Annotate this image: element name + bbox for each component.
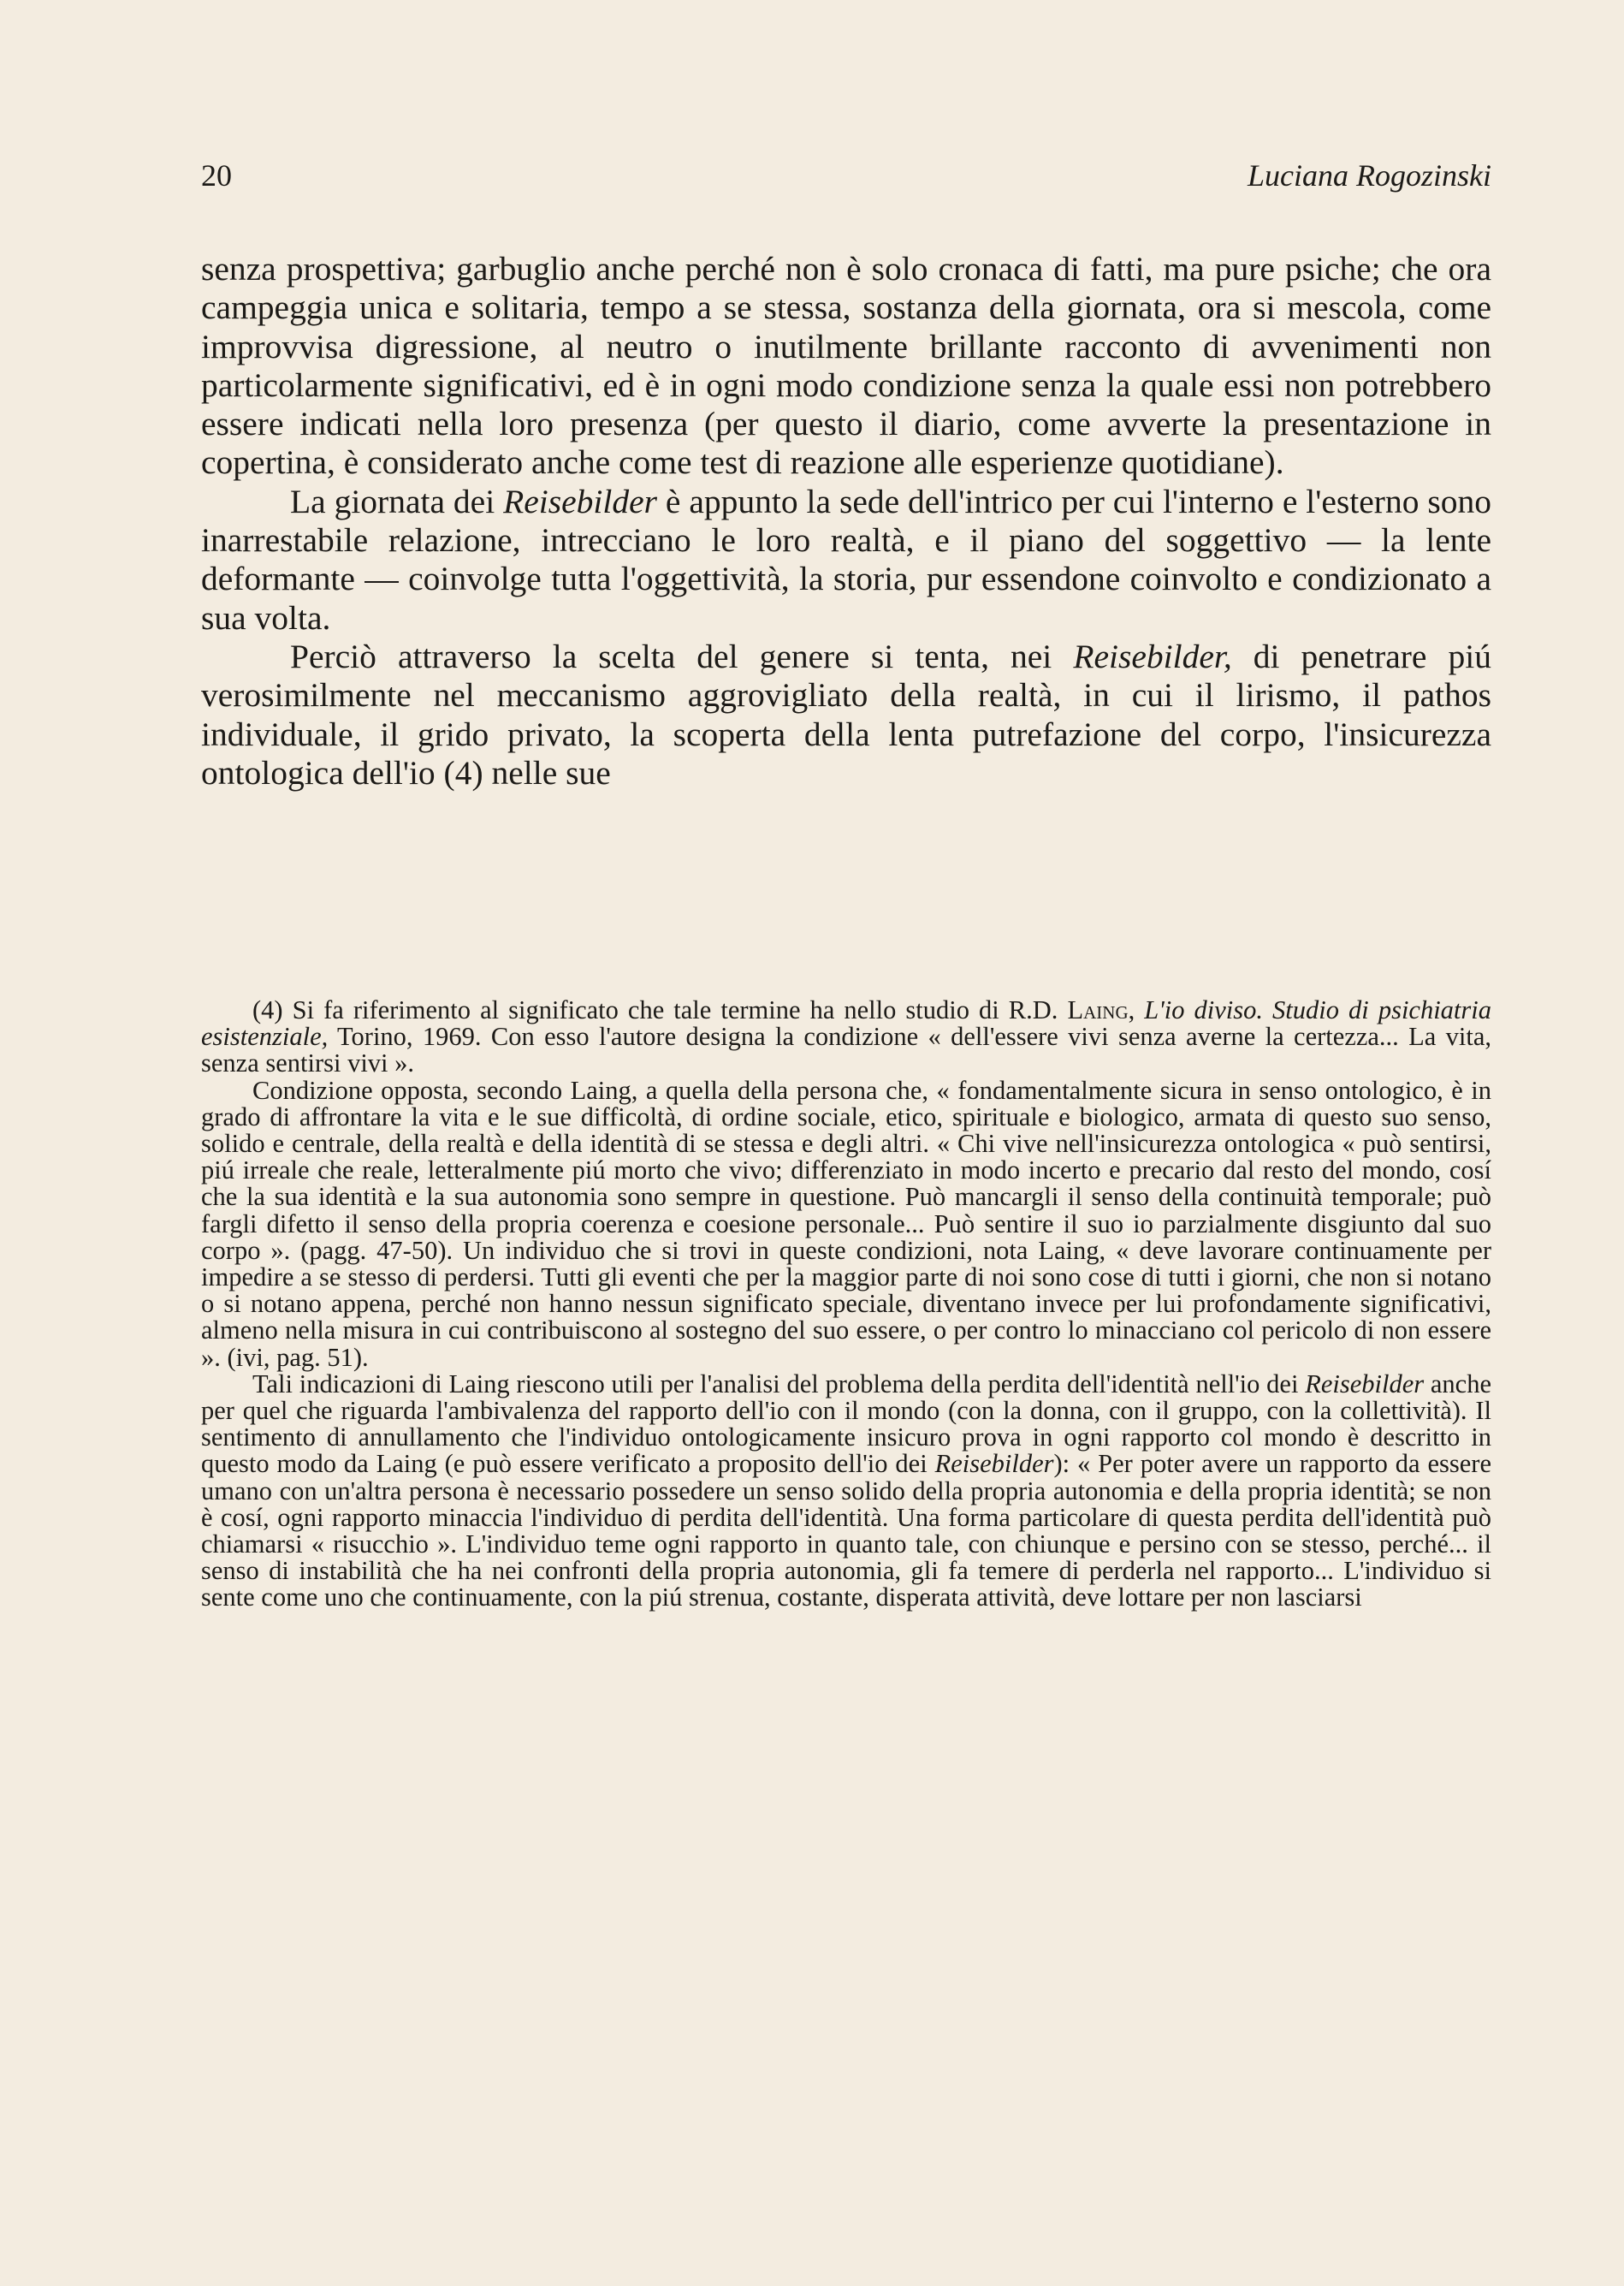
footnote-4-number: (4): [252, 995, 283, 1024]
body-paragraph-2-start: La giornata dei: [290, 482, 504, 520]
footnote-paragraph-3-title-2: Reisebilder: [934, 1449, 1054, 1479]
footnote-4-author: Laing,: [1067, 995, 1135, 1024]
footnote-4-end: Torino, 1969. Con esso l'autore designa la condizione « dell'essere vivi senza averne la certezza... La vita, senza sentirsi vivi ».: [201, 1022, 1491, 1078]
body-paragraph-2-end: è appunto la sede dell'intrico per cui l'interno e l'esterno sono inarrestabile relazione, intrecciano le loro realtà, e il piano del soggettivo — la lente deformante — coinvolge tutta l'oggettività, la storia, pur essendone coinvolto e condizionato a sua volta.: [201, 482, 1491, 637]
body-paragraph-3-start: Perciò attraverso la scelta del genere si tenta, nei: [290, 637, 1074, 675]
footnote-paragraph-3-middle: anche per quel che riguarda l'ambivalenza del rapporto dell'io con il mondo (con la donna, con il gruppo, con la collettività). Il sentimento di annullamento che l'individuo ontologicamente insicuro prova in ogni rapporto col mondo è descritto in questo modo da Laing (e può essere verificato a proposito dell'io dei: [201, 1369, 1491, 1479]
footnotes: [201, 997, 1491, 1612]
footnote-4-start: Si fa riferimento al significato che tale termine ha nello studio di R.D.: [282, 995, 1068, 1024]
footnote-paragraph-3-title-1: Reisebilder: [1305, 1369, 1425, 1398]
footnote-paragraph-3-end: ): « Per poter avere un rapporto da essere umano con un'altra persona è necessario possedere un senso solido della propria autonomia e della propria identità; se non è cosí, ogni rapporto minaccia l'individuo di perdita dell'identità. Una forma particolare di questa perdita dell'identità può chiamarsi « risucchio ». L'individuo teme ogni rapporto in quanto tale, con chiunque e persino con se stesso, perché... il senso di instabilità che ha nei confronti della propria autonomia, gli fa temere di perderla nel rapporto... L'individuo si sente come uno che continuamente, con la piú strenua, costante, disperata attività, deve lottare per non lasciarsi: [201, 1449, 1492, 1612]
body-paragraph-3-end: di penetrare piú verosimilmente nel meccanismo aggrovigliato della realtà, in cui il lirismo, il pathos individuale, il grido privato, la scoperta della lenta putrefazione del corpo, l'insicurezza ontologica dell'io (4) nelle sue: [201, 637, 1491, 792]
footnote-paragraph-2: Condizione opposta, secondo Laing, a quella della persona che, « fondamentalmente sicura in senso ontologico, è in grado di affrontare la vita e le sue difficoltà, di ordine sociale, etico, spirituale e biologico, armata di questo suo senso, solido e centrale, della realtà e della identità di se stessa e degli altri. « Chi vive nell'insicurezza ontologica « può sentirsi, piú irreale che reale, letteralmente piú morto che vivo; differenziato in modo incerto e precario dal resto del mondo, cosí che la sua identità e la sua autonomia sono sempre in questione. Può mancargli il senso della continuità temporale; può fargli difetto il senso della propria coerenza e coesione personale... Può sentire il suo io parzialmente disgiunto dal suo corpo ». (pagg. 47-50). Un individuo che si trovi in queste condizioni, nota Laing, « deve lavorare continuamente per impedire a se stesso di perdersi. Tutti gli eventi che per la maggior parte di noi sono cose di tutti i giorni, che non si notano o si notano appena, perché non hanno nessun significato speciale, diventano invece per lui profondamente significativi, almeno nella misura in cui contribuiscono al sostegno del suo essere, o per contro lo minacciano col pericolo di non essere ». (ivi, pag. 51).: [201, 1075, 1491, 1372]
body-paragraph-2: [201, 483, 1491, 638]
running-head-author: Luciana Rogozinski: [1248, 158, 1491, 193]
body-paragraph-3-title: Reisebilder,: [1073, 637, 1232, 675]
footnote-paragraph-3: [201, 1371, 1491, 1612]
body-paragraph-2-title: Reisebilder: [503, 482, 657, 520]
body-paragraph-3: [201, 638, 1491, 793]
body-paragraph-1: senza prospettiva; garbuglio anche perché non è solo cronaca di fatti, ma pure psiche; che ora campeggia unica e solitaria, tempo a se stessa, sostanza della giornata, ora si mescola, come improvvisa digressione, al neutro o inutilmente brillante racconto di avvenimenti non particolarmente significativi, ed è in ogni modo condizione senza la quale essi non potrebbero essere indicati nella loro presenza (per questo il diario, come avverte la presentazione in copertina, è considerato anche come test di reazione alle esperienze quotidiane).: [201, 250, 1491, 482]
footnote-paragraph-3-start: Tali indicazioni di Laing riescono utili per l'analisi del problema della perdita dell'identità nell'io dei: [252, 1369, 1306, 1398]
main-text: [201, 250, 1491, 793]
footnote-4-book-title: L'io diviso. Studio di psichiatria esistenziale,: [201, 995, 1491, 1052]
running-head: [201, 156, 1491, 195]
footnote-4: [201, 997, 1491, 1078]
page-number: 20: [201, 158, 232, 193]
